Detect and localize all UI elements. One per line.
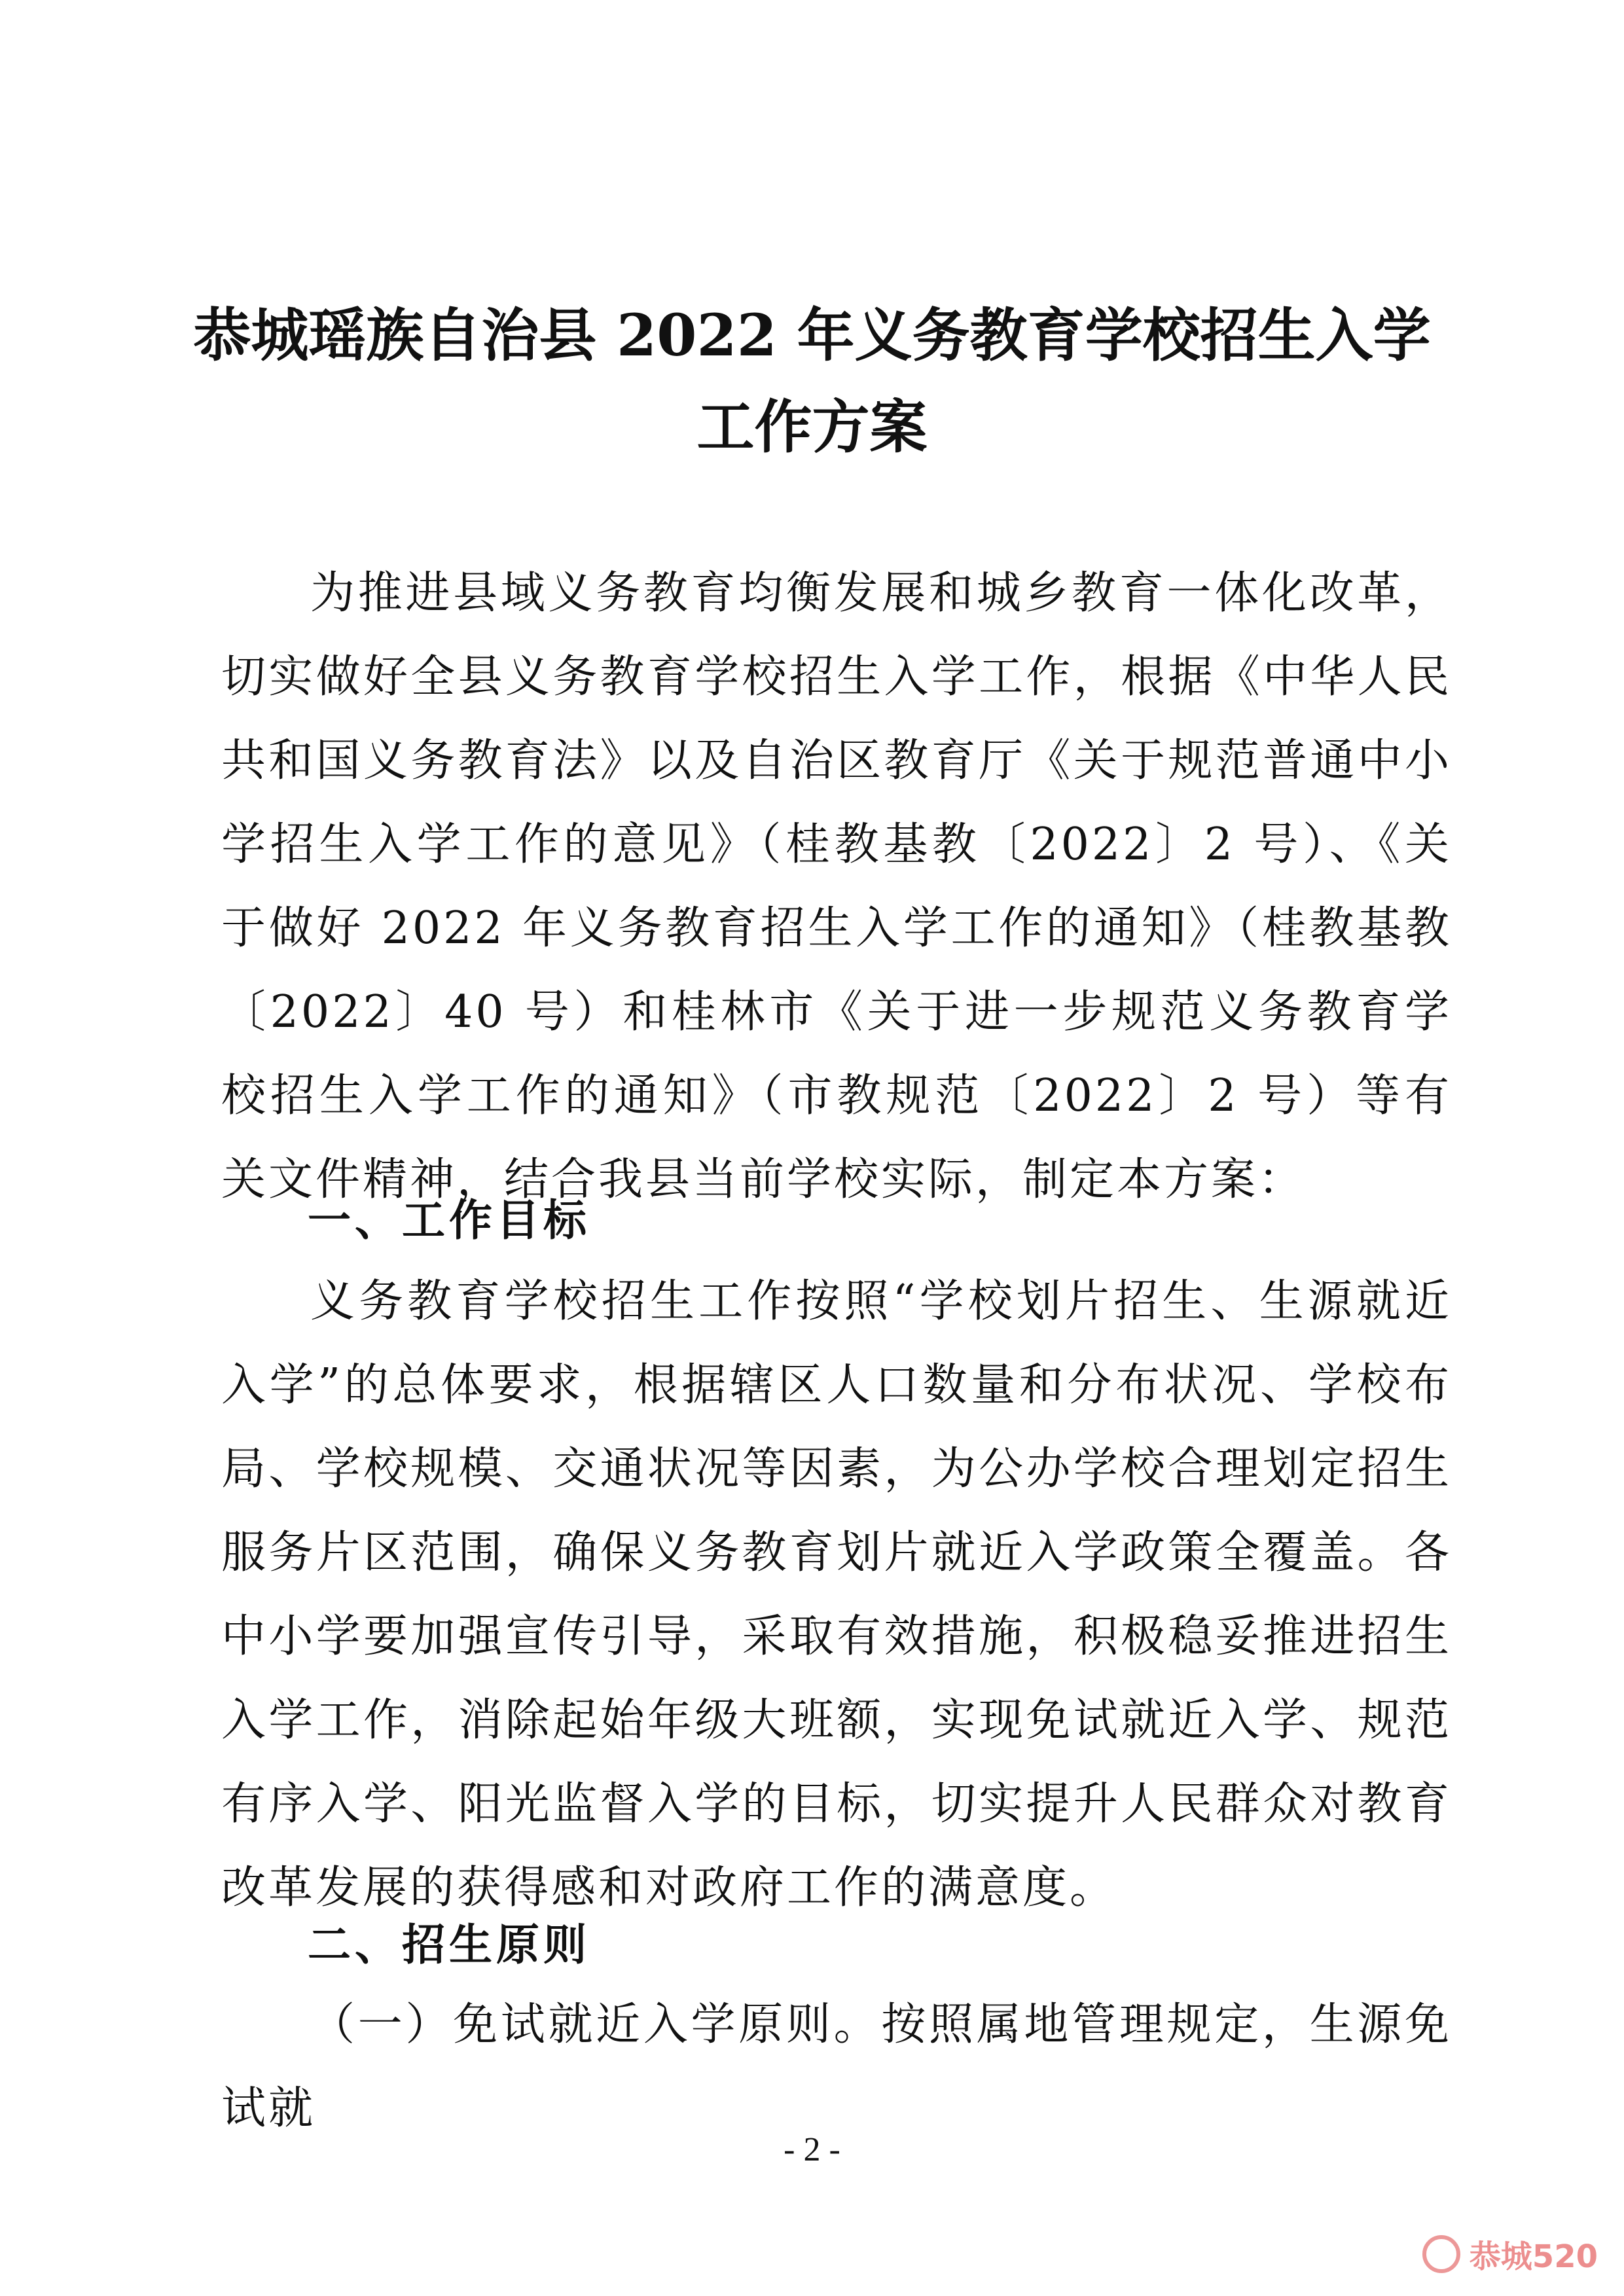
goals-paragraph: 义务教育学校招生工作按照“学校划片招生、生源就近入学”的总体要求，根据辖区人口数量和分布状况、学校布局、学校规模、交通状况等因素，为公办学校合理划定招生服务片区范围，确保义务教育划片就近入学政策全覆盖。各中小学要加强宣传引导，采取有效措施，积极稳妥推进招生入学工作，消除起始年级大班额，实现免试就近入学、规范有序入学、阳光监督入学的目标，切实提升人民群众对教育改革发展的获得感和对政府工作的满意度。	[221, 1276, 1452, 1914]
page-title-line-1: 恭城瑶族自治县 2022 年义务教育学校招生入学	[193, 301, 1431, 369]
principle-item-1: （一）免试就近入学原则。按照属地管理规定，生源免试就	[221, 1999, 1452, 2134]
watermark-logo-icon	[1422, 2235, 1460, 2273]
intro-paragraph: 为推进县域义务教育均衡发展和城乡教育一体化改革，切实做好全县义务教育学校招生入学工作，根据《中华人民共和国义务教育法》以及自治区教育厅《关于规范普通中小学招生入学工作的意见》（桂教基教〔2022〕2 号）、《关于做好 2022 年义务教育招生入学工作的通知》（桂教基教〔2022〕40 号）和桂林市《关于进一步规范义务教育学校招生入学工作的通知》（市教规范〔2022〕2 号）等有关文件精神，结合我县当前学校实际，制定本方案：	[221, 567, 1452, 1206]
site-watermark	[1422, 2231, 1598, 2276]
section-heading-principles: 二、招生原则	[308, 1920, 590, 1970]
page-title-line-2: 工作方案	[696, 393, 928, 461]
watermark-text: 恭城520	[1469, 2238, 1598, 2275]
section-heading-goals: 一、工作目标	[308, 1195, 590, 1246]
page-number: - 2 -	[784, 2131, 840, 2168]
